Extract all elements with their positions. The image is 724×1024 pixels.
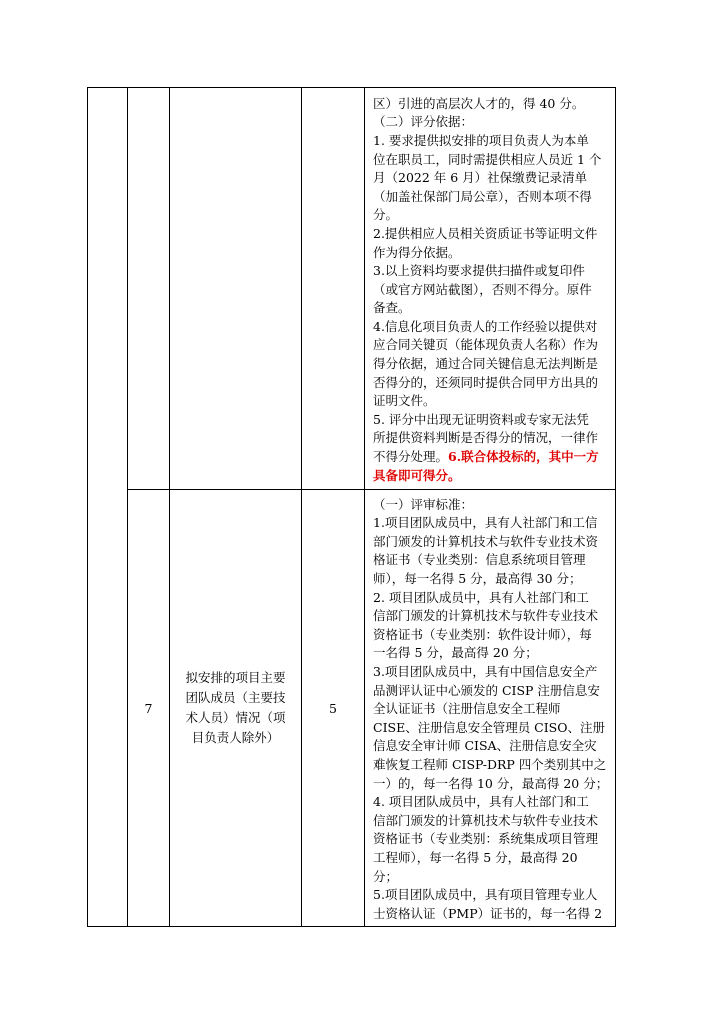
text-line: （或官方网站截图），否则不得分。原件 (373, 281, 592, 297)
detail-text (365, 493, 615, 924)
text-line: 1.项目团队成员中，具有人社部门和工信 (373, 515, 598, 531)
text-line: （加盖社保部门局公章），否则本项不得 (373, 188, 592, 204)
text-line: 资格证书（专业类别：软件设计师），每 (373, 626, 592, 642)
number-cell (128, 88, 170, 490)
text-line: 位在职员工，同时需提供相应人员近 1 个 (373, 151, 602, 167)
highlighted-note: 具备即可得分。 (373, 467, 461, 483)
detail-cell (365, 88, 616, 490)
text-line: 4.信息化项目负责人的工作经验以提供对 (373, 318, 598, 334)
points-cell: 5 (302, 490, 365, 927)
text-line: 1. 要求提供拟安排的项目负责人为本单 (373, 132, 589, 148)
text-line: 2. 项目团队成员中，具有人社部门和工 (373, 589, 589, 605)
table-row (88, 88, 616, 490)
text-line: 证明文件。 (373, 393, 436, 409)
text-fragment: 不得分处理。 (373, 449, 449, 465)
text-line: 2.提供相应人员相关资质证书等证明文件 (373, 225, 598, 241)
text-line: 5. 评分中出现无证明资料或专家无法凭 (373, 411, 589, 427)
table-row (88, 490, 616, 927)
text-line: 所提供资料判断是否得分的情况，一律作 (373, 430, 599, 446)
criterion-line: 拟安排的项目主要 (185, 670, 286, 685)
text-line: 难恢复工程师 CISP-DRP 四个类别其中之 (373, 756, 607, 772)
text-line: 作为得分依据。 (373, 244, 461, 260)
criterion-cell (170, 88, 302, 490)
points-cell (302, 88, 365, 490)
highlighted-note: 6.联合体投标的，其中一方 (448, 449, 599, 465)
criterion-line: 团队成员（主要技 (185, 690, 286, 705)
text-line: 师），每一名得 5 分，最高得 30 分； (373, 571, 582, 587)
text-line: 信部门颁发的计算机技术与软件专业技术 (373, 812, 599, 828)
text-line: 一名得 5 分，最高得 20 分； (373, 645, 538, 661)
text-line: CISE、注册信息安全管理员 CISO、注册 (373, 719, 605, 735)
number-cell: 7 (128, 490, 170, 927)
text-line: 士资格认证（PMP）证书的，每一名得 2 (373, 905, 603, 921)
text-line (373, 448, 609, 467)
text-line: 否得分的，还须同时提供合同甲方出具的 (373, 374, 599, 390)
text-line: 区）引进的高层次人才的，得 40 分。 (373, 95, 585, 111)
text-line: 4. 项目团队成员中，具有人社部门和工 (373, 794, 589, 810)
text-line: 5.项目团队成员中，具有项目管理专业人 (373, 887, 598, 903)
text-line: 格证书（专业类别：信息系统项目管理 (373, 552, 586, 568)
text-line: 备查。 (373, 300, 411, 316)
criterion-cell (170, 490, 302, 927)
text-line: 信息安全审计师 CISA、注册信息安全灾 (373, 738, 597, 754)
criterion-line: 目负责人除外） (191, 730, 280, 745)
text-line: 全认证证书（注册信息安全工程师 (373, 701, 561, 717)
text-line: 一）的，每一名得 10 分，最高得 20 分； (373, 775, 609, 791)
detail-text (365, 92, 615, 485)
text-line: 应合同关键页（能体现负责人名称）作为 (373, 337, 599, 353)
text-line: （一）评审标准： (373, 496, 474, 512)
criterion-line: 术人员）情况（项 (185, 710, 286, 725)
text-line: 信部门颁发的计算机技术与软件专业技术 (373, 608, 599, 624)
text-line: 月（2022 年 6 月）社保缴费记录清单 (373, 170, 588, 186)
text-line: 3.项目团队成员中，具有中国信息安全产 (373, 664, 598, 680)
scoring-table (87, 87, 616, 927)
text-line: 资格证书（专业类别：系统集成项目管理 (373, 831, 599, 847)
category-cell (88, 88, 128, 927)
text-line: 3.以上资料均要求提供扫描件或复印件 (373, 263, 585, 279)
text-line: 品测评认证中心颁发的 CISP 注册信息安 (373, 682, 600, 698)
detail-cell (365, 490, 616, 927)
text-line: 分。 (373, 207, 399, 223)
text-line: 工程师），每一名得 5 分，最高得 20 (373, 849, 578, 865)
text-line: 得分依据，通过合同关键信息无法判断是 (373, 356, 599, 372)
text-line: 分； (373, 868, 399, 884)
text-line: 部门颁发的计算机技术与软件专业技术资 (373, 533, 599, 549)
text-line: （二）评分依据： (373, 114, 474, 130)
